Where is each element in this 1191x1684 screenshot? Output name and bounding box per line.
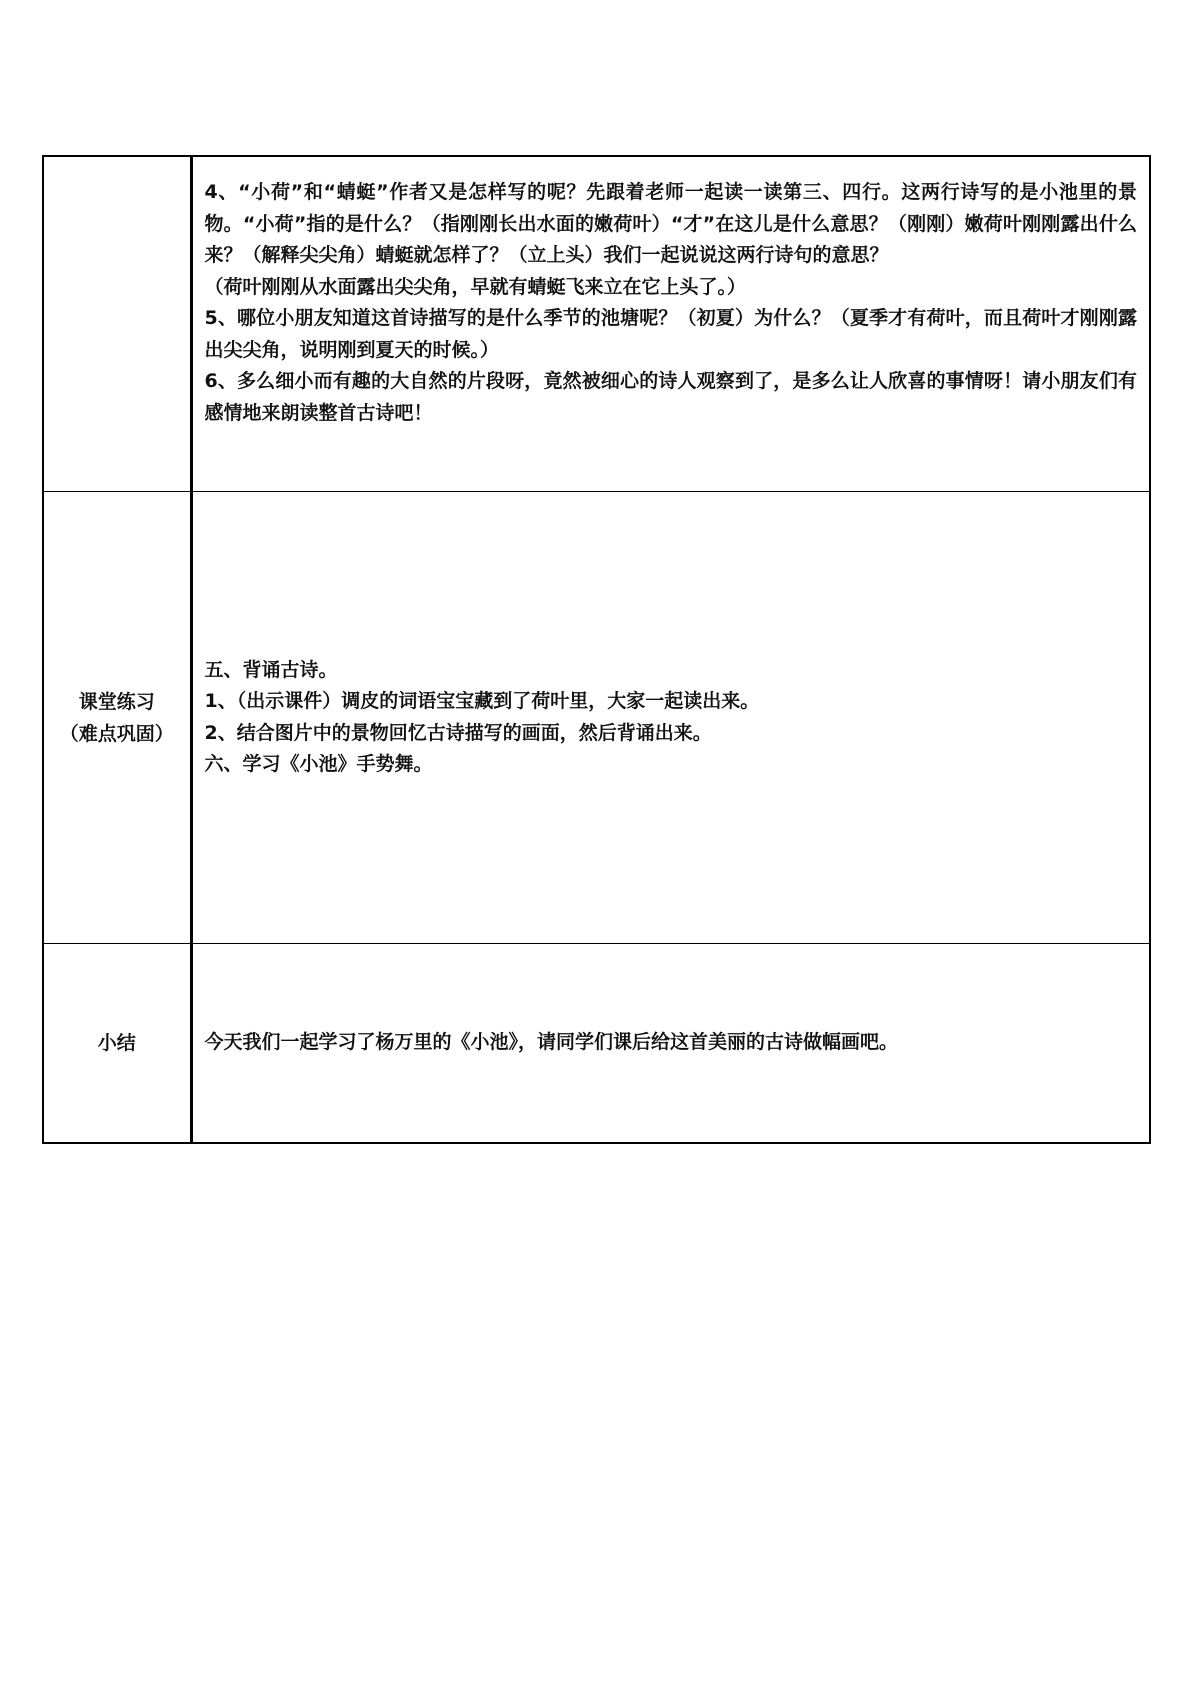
row-label-line: （难点巩固） [59, 722, 174, 745]
lesson-plan-table [42, 155, 1151, 1144]
row-label-line: 小结 [97, 1032, 136, 1054]
row-label [43, 944, 191, 1144]
table-row-classroom-practice [43, 492, 1150, 944]
table-row-teaching-steps [43, 156, 1150, 492]
row-label-line: 课堂练习 [78, 690, 155, 713]
row-content [191, 492, 1150, 944]
row-content [191, 944, 1150, 1144]
row-label [43, 492, 191, 944]
paragraph: 5、哪位小朋友知道这首诗描写的是什么季节的池塘呢？（初夏）为什么？（夏季才有荷叶，而且荷叶才刚刚露出尖尖角，说明刚到夏天的时候。） [204, 307, 1137, 361]
paragraph: 六、学习《小池》手势舞。 [204, 753, 433, 775]
row-content [191, 156, 1150, 492]
table-row-summary [43, 944, 1150, 1144]
paragraph: 1、（出示课件）调皮的词语宝宝藏到了荷叶里，大家一起读出来。 [204, 690, 760, 712]
paragraph: 今天我们一起学习了杨万里的《小池》，请同学们课后给这首美丽的古诗做幅画吧。 [204, 1031, 899, 1054]
paragraph: 6、多么细小而有趣的大自然的片段呀，竟然被细心的诗人观察到了，是多么让人欣喜的事情呀！请小朋友们有感情地来朗读整首古诗吧！ [204, 370, 1137, 424]
paragraph: 4、“小荷”和“蜻蜓”作者又是怎样写的呢？先跟着老师一起读一读第三、四行。这两行诗写的是小池里的景物。“小荷”指的是什么？（指刚刚长出水面的嫩荷叶）“才”在这儿是什么意思？（刚刚）嫩荷叶刚刚露出什么来？（解释尖尖角）蜻蜓就怎样了？（立上头）我们一起说说这两行诗句的意思？ [204, 181, 1137, 266]
paragraph: 2、结合图片中的景物回忆古诗描写的画面，然后背诵出来。 [204, 721, 712, 744]
row-label-empty [43, 156, 191, 492]
paragraph: （荷叶刚刚从水面露出尖尖角，早就有蜻蜓飞来立在它上头了。） [204, 275, 747, 298]
paragraph: 五、背诵古诗。 [204, 658, 338, 681]
